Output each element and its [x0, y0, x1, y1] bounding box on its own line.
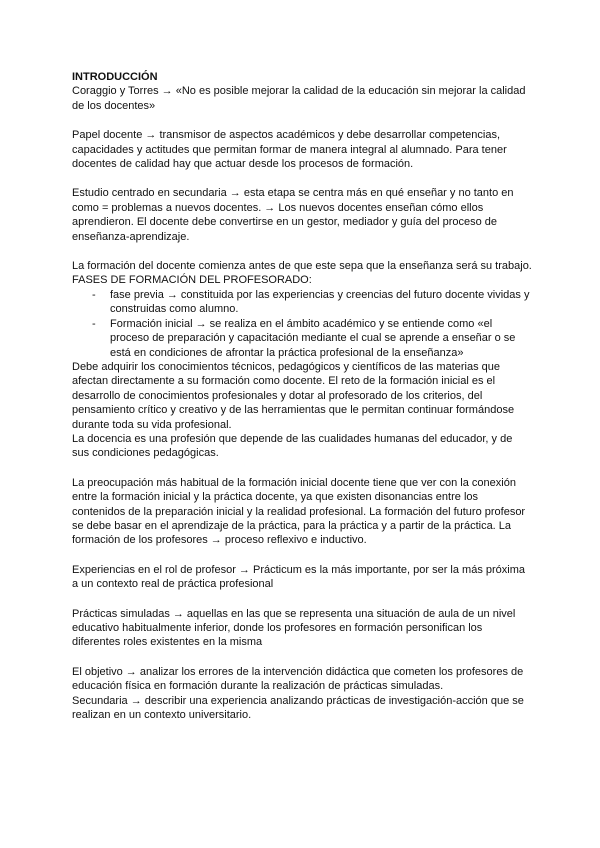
phases-list	[72, 288, 532, 360]
paragraph-concern: La preocupación más habitual de la formación inicial docente tiene que ver con la conexión entre la formación inicial y la práctica docente, ya que existen disonancias entre los contenidos de la preparación inicial y la realidad profesional. La formación del futuro profesor se debe basar en el aprendizaje de la práctica, para la práctica y a partir de la práctica. La formación de los profesores → proceso reflexivo e inductivo.	[72, 476, 526, 547]
paragraph-objective: El objetivo → analizar los errores de la intervención didáctica que cometen los profesores de educación física en formación durante la realización de prácticas simuladas.	[72, 665, 524, 693]
section-heading: INTRODUCCIÓN	[72, 71, 158, 83]
paragraph-teacher-role: Papel docente → transmisor de aspectos académicos y debe desarrollar competencias, capacidades y actitudes que permitan formar de manera integral al alumnado. Para tener docentes de calidad hay que actuar desde los procesos de formación.	[72, 129, 507, 171]
list-item: - fase previa → constituida por las experiencias y creencias del futuro docente vividas y construidas como alumno.	[72, 288, 532, 317]
document-body	[72, 70, 532, 722]
paragraph-teaching-profession: La docencia es una profesión que depende de las cualidades humanas del educador, y de sus condiciones pedagógicas.	[72, 432, 513, 460]
paragraph-secondary: Secundaria → describir una experiencia analizando prácticas de investigación-acción que se realizan en un contexto universitario.	[72, 694, 524, 722]
paragraph-quote: Coraggio y Torres → «No es posible mejorar la calidad de la educación sin mejorar la calidad de los docentes»	[72, 85, 526, 112]
paragraph-practicum: Experiencias en el rol de profesor → Prácticum es la más importante, por ser la más próxima a un contexto real de práctica profesional	[72, 563, 526, 591]
paragraph-simulated-practice: Prácticas simuladas → aquellas en las que se representa una situación de aula de un nivel educativo habitualmente inferior, donde los profesores en formación personifican los diferentes roles existentes en la misma	[72, 607, 516, 649]
list-item: - Formación inicial → se realiza en el ámbito académico y se entiende como «el proceso de preparación y capacitación mediante el cual se aprende a enseñar o se está en condiciones de afrontar la práctica profesional de la enseñanza»	[72, 317, 532, 360]
paragraph-secondary-study: Estudio centrado en secundaria → esta etapa se centra más en qué enseñar y no tanto en como = problemas a nuevos docentes. → Los nuevos docentes enseñan cómo ellos aprendieron. El docente debe convertirse en un gestor, mediador y guía del proceso de enseñanza-aprendizaje.	[72, 187, 514, 243]
paragraph-training-start: La formación del docente comienza antes de que este sepa que la enseñanza será su trabajo. FASES DE FORMACIÓN DEL PROFESORADO:	[72, 260, 532, 287]
paragraph-knowledge: Debe adquirir los conocimientos técnicos, pedagógicos y científicos de las materias que afectan directamente a su formación como docente. El reto de la formación inicial es el desarrollo de conocimientos profesionales y dotar al profesorado de los criterios, del pensamiento crítico y creativo y de las herramientas que le permitan continuar formándose durante toda su vida profesional.	[72, 360, 515, 431]
